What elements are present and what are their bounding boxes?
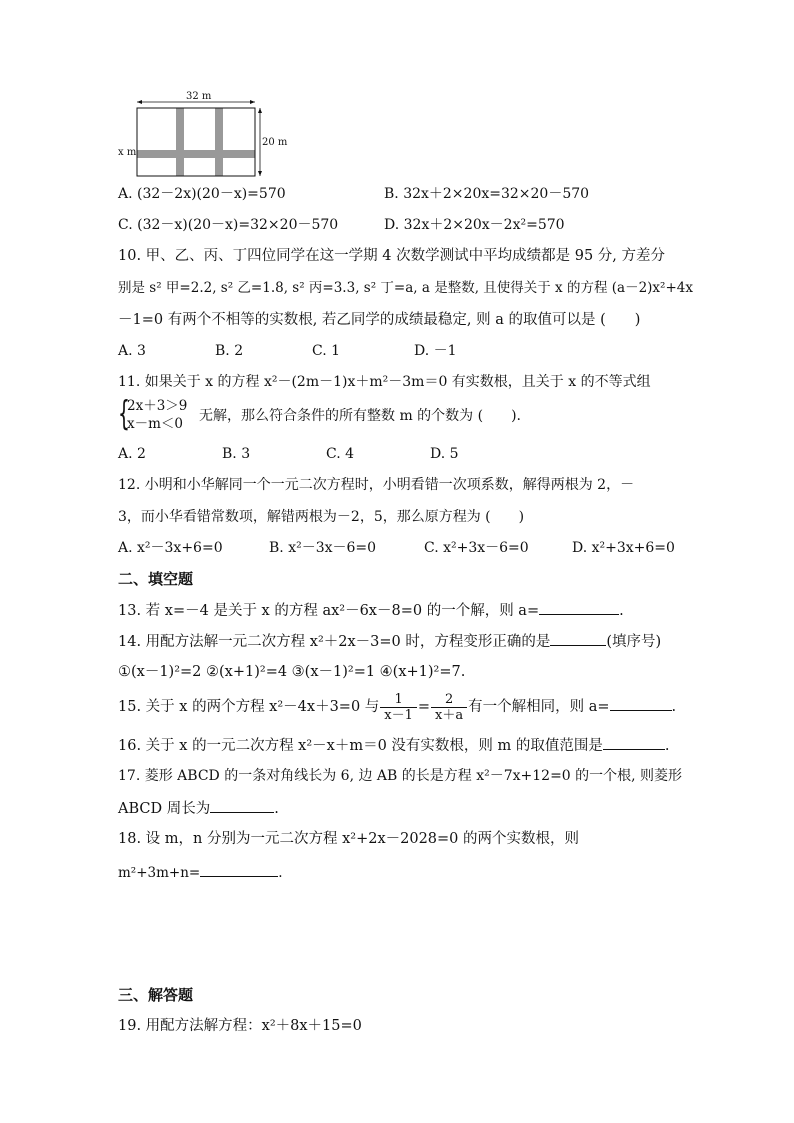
q15-end: . <box>671 699 677 715</box>
fraction-2 <box>431 692 467 723</box>
q12-option-d: D. x²+3x+6=0 <box>572 540 675 556</box>
q14-text: 14. 用配方法解一元二次方程 x²＋2x－3=0 时，方程变形正确的是 <box>118 634 551 650</box>
q14-end: (填序号) <box>606 634 662 650</box>
q18-line-1: 18. 设 m，n 分别为一元二次方程 x²+2x－2028=0 的两个实数根，则 <box>118 831 580 847</box>
fraction-1-numerator: 1 <box>380 692 417 708</box>
q18-answer-blank[interactable] <box>200 862 278 877</box>
q13 <box>118 600 624 621</box>
garden-figure <box>112 90 292 180</box>
fraction-1 <box>380 692 417 723</box>
q10-line-3: －1=0 有两个不相等的实数根, 若乙同学的成绩最稳定, 则 a 的取值可以是 ( ) <box>118 312 641 328</box>
q17-answer-blank[interactable] <box>210 798 274 813</box>
q14-line-2: ①(x－1)²=2 ②(x+1)²=4 ③(x－1)²=1 ④(x+1)²=7. <box>118 664 466 680</box>
q17-line-2 <box>118 798 279 819</box>
q12-option-a: A. x²－3x+6=0 <box>118 540 223 556</box>
q14-line-1 <box>118 631 661 652</box>
q15-post: 有一个解相同，则 a= <box>468 699 610 715</box>
q9-option-b: B. 32x＋2×20x=32×20－570 <box>384 186 590 202</box>
q13-text: 13. 若 x=－4 是关于 x 的方程 ax²－6x－8=0 的一个解，则 a= <box>118 603 540 619</box>
q16-answer-blank[interactable] <box>603 735 665 750</box>
q11-option-a: A. 2 <box>118 446 146 462</box>
q15-equals: = <box>417 699 431 715</box>
figure-right-label: 20 m <box>262 137 288 148</box>
q12-line-2: 3，而小华看错常数项，解错两根为－2，5，那么原方程为 ( ) <box>118 509 525 525</box>
figure-left-label: x m <box>118 147 137 158</box>
q12-option-b: B. x²－3x－6=0 <box>269 540 377 556</box>
q15-pre: 15. 关于 x 的两个方程 x²－4x＋3=0 与 <box>118 699 380 715</box>
q12-line-1: 12. 小明和小华解同一个一元二次方程时，小明看错一次项系数，解得两根为 2，－ <box>118 477 635 493</box>
q15 <box>118 688 676 726</box>
fraction-2-denominator: x＋a <box>435 707 464 723</box>
section-fill-in-title: 二、填空题 <box>118 570 194 588</box>
section-solve-title: 三、解答题 <box>118 986 194 1004</box>
fraction-2-numerator: 2 <box>431 692 467 708</box>
q18-end: . <box>278 865 283 881</box>
q16-text: 16. 关于 x 的一元二次方程 x²－x＋m＝0 没有实数根，则 m 的取值范围是 <box>118 738 603 754</box>
q19: 19. 用配方法解方程：x²＋8x＋15=0 <box>118 1018 362 1034</box>
q17-end: . <box>274 801 279 817</box>
q16 <box>118 735 670 756</box>
q18-line-2 <box>118 862 283 883</box>
inequality-row-1: 2x＋3＞9 <box>127 398 188 414</box>
fraction-1-denominator: x－1 <box>384 707 413 723</box>
q11-option-b: B. 3 <box>222 446 251 462</box>
figure-top-label: 32 m <box>186 91 212 102</box>
q16-end: . <box>664 738 670 754</box>
q9-option-d: D. 32x＋2×20x－2x²=570 <box>384 217 565 233</box>
q11-line-1: 11. 如果关于 x 的方程 x²－(2m－1)x＋m²－3m＝0 有实数根，且关于 x 的不等式组 <box>118 374 651 390</box>
q11-option-c: C. 4 <box>326 446 355 462</box>
q15-answer-blank[interactable] <box>610 696 672 711</box>
q12-option-c: C. x²+3x－6=0 <box>424 540 529 556</box>
q10-option-b: B. 2 <box>215 343 244 359</box>
q9-option-c: C. (32－x)(20－x)=32×20－570 <box>118 217 339 233</box>
q17-line-1: 17. 菱形 ABCD 的一条对角线长为 6, 边 AB 的长是方程 x²－7x+12=0 的一个根, 则菱形 <box>118 768 683 784</box>
q10-option-a: A. 3 <box>118 343 146 359</box>
q10-option-d: D. －1 <box>414 343 457 359</box>
q10-option-c: C. 1 <box>312 343 341 359</box>
q13-answer-blank[interactable] <box>539 600 619 615</box>
q9-option-a: A. (32－2x)(20－x)=570 <box>118 186 286 202</box>
q18-text: m²+3m+n= <box>118 865 201 881</box>
q14-answer-blank[interactable] <box>550 631 606 646</box>
q10-line-2: 别是 s² 甲=2.2, s² 乙=1.8, s² 丙=3.3, s² 丁=a, a 是整数, 且使得关于 x 的方程 (a－2)x²+4x <box>118 280 693 296</box>
inequality-row-2: x－m＜0 <box>127 416 184 432</box>
q10-line-1: 10. 甲、乙、丙、丁四位同学在这一学期 4 次数学测试中平均成绩都是 95 分, 方差分 <box>118 248 665 264</box>
q11-option-d: D. 5 <box>430 446 459 462</box>
brace-symbol: { <box>118 394 130 434</box>
q11-line-2: 无解，那么符合条件的所有整数 m 的个数为 ( ). <box>199 408 521 424</box>
q13-end: . <box>619 603 624 619</box>
q17-text: ABCD 周长为 <box>118 801 211 817</box>
